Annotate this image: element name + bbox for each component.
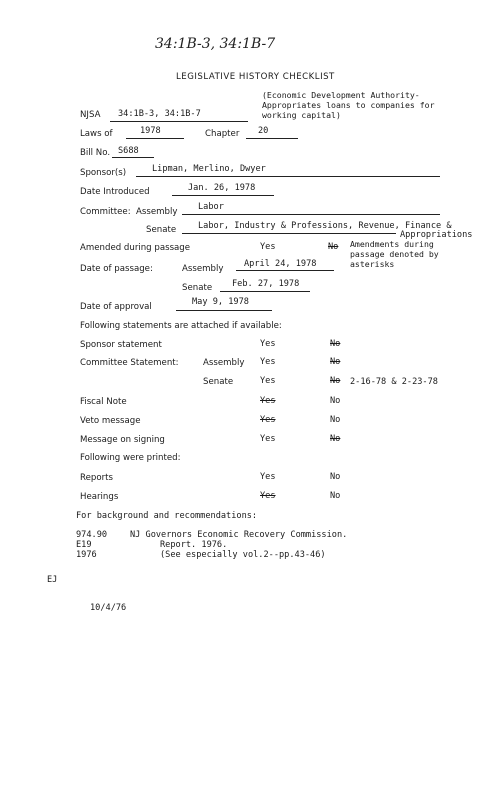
approval-underline: [176, 310, 272, 311]
veto-message-yes: Yes: [260, 415, 276, 425]
bill-underline: [112, 157, 154, 158]
reference-call-3: 1976: [76, 550, 97, 560]
njsa-label: NJSA: [80, 110, 101, 120]
signing-message-no: No: [330, 434, 341, 444]
handwritten-statute-number: 34:1B-3, 34:1B-7: [155, 36, 276, 52]
committee-senate-value-2: Appropriations: [400, 230, 473, 240]
bill-label: Bill No.: [80, 148, 111, 158]
committee-senate-underline: [182, 233, 396, 234]
initials: EJ: [47, 575, 58, 585]
committee-statement-senate-no: No: [330, 376, 341, 386]
committee-assembly-label: Assembly: [136, 207, 178, 217]
committee-senate-label: Senate: [146, 225, 177, 235]
njsa-value: 34:1B-3, 34:1B-7: [118, 109, 201, 119]
hearings-label: Hearings: [80, 492, 119, 502]
laws-underline: [126, 138, 184, 139]
chapter-underline: [246, 138, 298, 139]
committee-statement-assembly-no: No: [330, 357, 341, 367]
amended-yes: Yes: [260, 242, 276, 252]
hearings-no: No: [330, 491, 341, 501]
committee-statement-senate-note: 2-16-78 & 2-23-78: [350, 377, 438, 387]
signing-message-label: Message on signing: [80, 435, 165, 445]
sponsor-statement-yes: Yes: [260, 339, 276, 349]
committee-label: Committee:: [80, 207, 131, 217]
fiscal-note-yes: Yes: [260, 396, 276, 406]
committee-assembly-value: Labor: [198, 202, 224, 212]
amended-no: No: [328, 242, 339, 252]
passage-assembly-label: Assembly: [182, 264, 224, 274]
subject-line-3: working capital): [262, 110, 341, 120]
sponsors-underline: [136, 176, 440, 177]
passage-senate-value: Feb. 27, 1978: [232, 279, 300, 289]
veto-message-no: No: [330, 415, 341, 425]
committee-statement-senate-label: Senate: [203, 377, 234, 387]
sponsors-label: Sponsor(s): [80, 168, 127, 178]
fiscal-note-no: No: [330, 396, 341, 406]
date-stamp: 10/4/76: [90, 603, 127, 613]
subject-line-1: (Economic Development Authority-: [262, 90, 420, 100]
reference-text-1: NJ Governors Economic Recovery Commission.: [130, 530, 348, 540]
amended-note-1: Amendments during: [350, 239, 434, 249]
background-header: For background and recommendations:: [76, 511, 258, 521]
subject-line-2: Appropriates loans to companies for: [262, 100, 435, 110]
reference-text-2: Report. 1976.: [160, 540, 228, 550]
veto-message-label: Veto message: [80, 416, 141, 426]
approval-value: May 9, 1978: [192, 297, 249, 307]
reports-no: No: [330, 472, 341, 482]
committee-assembly-underline: [182, 214, 440, 215]
passage-assembly-value: April 24, 1978: [244, 259, 317, 269]
reference-call-1: 974.90: [76, 530, 108, 540]
passage-label: Date of passage:: [80, 264, 153, 274]
chapter-value: 20: [258, 126, 269, 136]
sponsors-value: Lipman, Merlino, Dwyer: [152, 164, 266, 174]
laws-value: 1978: [140, 126, 161, 136]
date-introduced-underline: [172, 195, 274, 196]
approval-label: Date of approval: [80, 302, 152, 312]
statements-header: Following statements are attached if available:: [80, 321, 282, 331]
fiscal-note-label: Fiscal Note: [80, 397, 127, 407]
committee-statement-senate-yes: Yes: [260, 376, 276, 386]
date-introduced-value: Jan. 26, 1978: [188, 183, 256, 193]
reference-call-2: E19: [76, 540, 92, 550]
signing-message-yes: Yes: [260, 434, 276, 444]
committee-statement-label: Committee Statement:: [80, 358, 179, 368]
laws-label: Laws of: [80, 129, 113, 139]
committee-statement-assembly-yes: Yes: [260, 357, 276, 367]
chapter-label: Chapter: [205, 129, 240, 139]
page-title: LEGISLATIVE HISTORY CHECKLIST: [176, 72, 335, 82]
amended-note-2: passage denoted by: [350, 249, 439, 259]
printed-header: Following were printed:: [80, 453, 181, 463]
sponsor-statement-label: Sponsor statement: [80, 340, 162, 350]
passage-senate-label: Senate: [182, 283, 213, 293]
passage-assembly-underline: [236, 270, 334, 271]
amended-note-3: asterisks: [350, 259, 395, 269]
hearings-yes: Yes: [260, 491, 276, 501]
reports-yes: Yes: [260, 472, 276, 482]
committee-senate-value: Labor, Industry & Professions, Revenue, Finance &: [198, 221, 452, 231]
committee-statement-assembly-label: Assembly: [203, 358, 245, 368]
sponsor-statement-no: No: [330, 339, 341, 349]
reports-label: Reports: [80, 473, 113, 483]
passage-senate-underline: [220, 291, 310, 292]
reference-text-3: (See especially vol.2--pp.43-46): [160, 550, 326, 560]
date-introduced-label: Date Introduced: [80, 187, 150, 197]
bill-value: S688: [118, 146, 139, 156]
amended-label: Amended during passage: [80, 243, 191, 253]
njsa-underline: [110, 121, 248, 122]
